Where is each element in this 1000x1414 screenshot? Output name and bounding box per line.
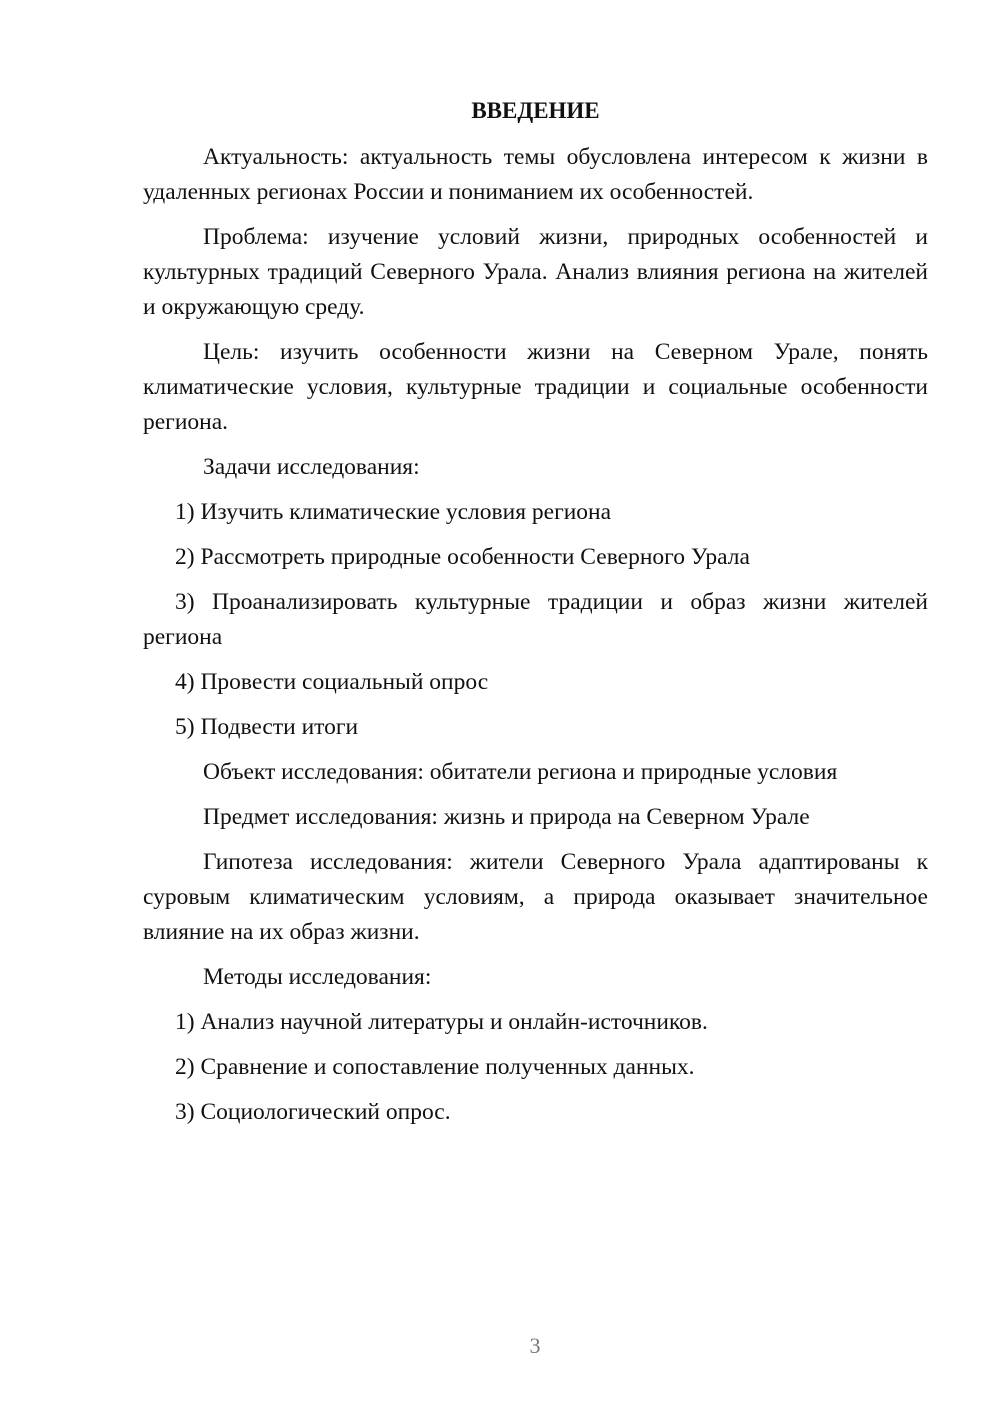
research-subject: Предмет исследования: жизнь и природа на Северном Урале xyxy=(203,804,810,830)
problem-paragraph: Проблема: изучение условий жизни, природных особенностей и культурных традиций Северного Урала. Анализ влияния региона на жителей и окружающую среду. xyxy=(143,224,928,320)
goal-paragraph: Цель: изучить особенности жизни на Северном Урале, понять климатические условия, культурные традиции и социальные особенности региона. xyxy=(143,339,928,435)
method-item-1: 1) Анализ научной литературы и онлайн-источников. xyxy=(175,1009,708,1035)
method-item-3: 3) Социологический опрос. xyxy=(175,1099,451,1125)
research-hypothesis: Гипотеза исследования: жители Северного Урала адаптированы к суровым климатическим условиям, а природа оказывает значительное влияние на их образ жизни. xyxy=(143,849,928,945)
page-title: ВВЕДЕНИЕ xyxy=(471,98,600,123)
method-item-2: 2) Сравнение и сопоставление полученных данных. xyxy=(175,1054,695,1080)
task-item-3: 3) Проанализировать культурные традиции и образ жизни жителей региона xyxy=(143,589,928,650)
methods-heading: Методы исследования: xyxy=(203,964,432,990)
research-object: Объект исследования: обитатели региона и природные условия xyxy=(203,759,838,785)
task-item-1: 1) Изучить климатические условия региона xyxy=(175,499,612,525)
tasks-heading: Задачи исследования: xyxy=(203,454,420,480)
task-item-5: 5) Подвести итоги xyxy=(175,714,359,740)
task-item-4: 4) Провести социальный опрос xyxy=(175,669,489,695)
relevance-paragraph: Актуальность: актуальность темы обусловлена интересом к жизни в удаленных регионах России и пониманием их особенностей. xyxy=(143,144,928,205)
page-number: 3 xyxy=(529,1333,541,1358)
page-content xyxy=(143,92,928,1140)
task-item-2: 2) Рассмотреть природные особенности Северного Урала xyxy=(175,544,750,570)
